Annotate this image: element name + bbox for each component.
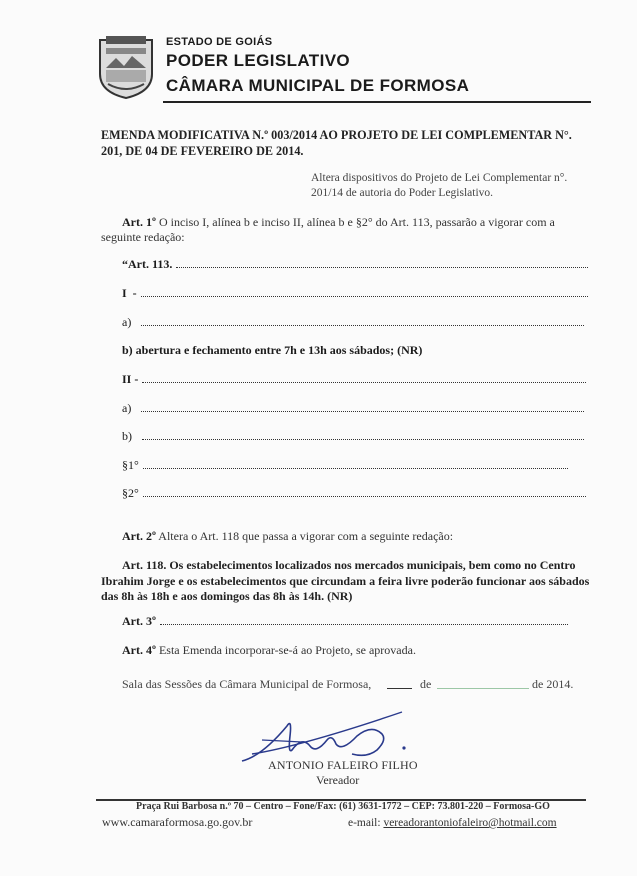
item-paragraph-1 bbox=[122, 458, 568, 473]
article-2-text: Altera o Art. 118 que passa a vigorar com a seguinte redação: bbox=[155, 529, 454, 543]
item-inciso-2-a-label: a) bbox=[122, 401, 132, 415]
article-118-text: Art. 118. Os estabelecimentos localizados nos mercados municipais, bem como no Centro Ibrahim Jorge e os estabelecimentos que circundam a feira livre poderão funcionar aos sábados das 8h às 18h e aos domingos das 8h às 14h. (NR) bbox=[101, 558, 590, 603]
dotted-fill bbox=[142, 373, 586, 383]
header-chamber: CÂMARA MUNICIPAL DE FORMOSA bbox=[166, 76, 470, 95]
article-1-label: Art. 1º bbox=[122, 215, 156, 229]
dotted-fill bbox=[142, 430, 584, 440]
article-4 bbox=[101, 643, 591, 658]
item-inciso-1-a bbox=[122, 315, 584, 330]
header-state: ESTADO DE GOIÁS bbox=[166, 36, 273, 48]
dotted-fill bbox=[141, 287, 588, 297]
closing-de: de bbox=[420, 677, 432, 691]
session-place: Sala das Sessões da Câmara Municipal de Formosa, bbox=[122, 677, 372, 691]
item-inciso-1-b bbox=[122, 343, 422, 358]
footer-address: Praça Rui Barbosa n.º 70 – Centro – Fone/Fax: (61) 3631-1772 – CEP: 73.801-220 – Formosa-GO bbox=[136, 801, 550, 812]
closing-year: de 2014. bbox=[532, 677, 574, 691]
item-inciso-1 bbox=[122, 286, 588, 301]
article-1-text: O inciso I, alínea b e inciso II, alínea b e §2° do Art. 113, passarão a vigorar com a seguinte redação: bbox=[101, 215, 555, 244]
ementa-summary: Altera dispositivos do Projeto de Lei Complementar n°. 201/14 de autoria do Poder Legislativo. bbox=[311, 172, 568, 199]
item-inciso-1-b-text: b) abertura e fechamento entre 7h e 13h aos sábados; (NR) bbox=[122, 343, 423, 357]
article-4-label: Art. 4º bbox=[122, 643, 156, 657]
header-branch: PODER LEGISLATIVO bbox=[166, 51, 351, 70]
article-3 bbox=[122, 614, 568, 629]
article-2 bbox=[101, 529, 591, 544]
dotted-fill bbox=[160, 615, 568, 625]
dotted-fill bbox=[141, 316, 584, 326]
item-inciso-2-a bbox=[122, 401, 584, 416]
article-1 bbox=[101, 215, 591, 245]
footer-email-label: e-mail: bbox=[348, 817, 381, 829]
dotted-fill bbox=[141, 402, 584, 412]
header-divider bbox=[163, 101, 591, 103]
item-inciso-2-b-label: b) bbox=[122, 429, 132, 443]
footer-email bbox=[348, 817, 557, 829]
month-blank bbox=[437, 688, 529, 689]
item-art113-label: “Art. 113. bbox=[122, 257, 173, 271]
item-inciso-2-label: II - bbox=[122, 372, 139, 386]
item-inciso-1-a-label: a) bbox=[122, 315, 132, 329]
item-art113 bbox=[122, 257, 588, 272]
article-4-text: Esta Emenda incorporar-se-á ao Projeto, se aprovada. bbox=[155, 643, 416, 657]
footer-email-link[interactable]: vereadorantoniofaleiro@hotmail.com bbox=[383, 817, 557, 829]
item-inciso-2 bbox=[122, 372, 586, 387]
document-title: EMENDA MODIFICATIVA N.º 003/2014 AO PROJETO DE LEI COMPLEMENTAR N°. 201, DE 04 DE FEVEREIRO DE 2014. bbox=[101, 128, 572, 158]
day-blank bbox=[387, 688, 412, 689]
footer-website: www.camaraformosa.go.gov.br bbox=[102, 815, 253, 829]
item-paragraph-2 bbox=[122, 486, 586, 501]
dotted-fill bbox=[143, 487, 586, 497]
municipal-coat-of-arms-icon bbox=[96, 34, 156, 100]
item-paragraph-1-label: §1° bbox=[122, 458, 139, 472]
item-paragraph-2-label: §2° bbox=[122, 486, 139, 500]
dotted-fill bbox=[143, 459, 568, 469]
dotted-fill bbox=[176, 258, 588, 268]
signer-role: Vereador bbox=[316, 773, 360, 787]
item-inciso-2-b bbox=[122, 429, 584, 444]
article-2-label: Art. 2º bbox=[122, 529, 156, 543]
article-3-label: Art. 3º bbox=[122, 614, 156, 628]
signer-name: ANTONIO FALEIRO FILHO bbox=[268, 758, 418, 772]
item-inciso-1-label: I - bbox=[122, 286, 137, 300]
